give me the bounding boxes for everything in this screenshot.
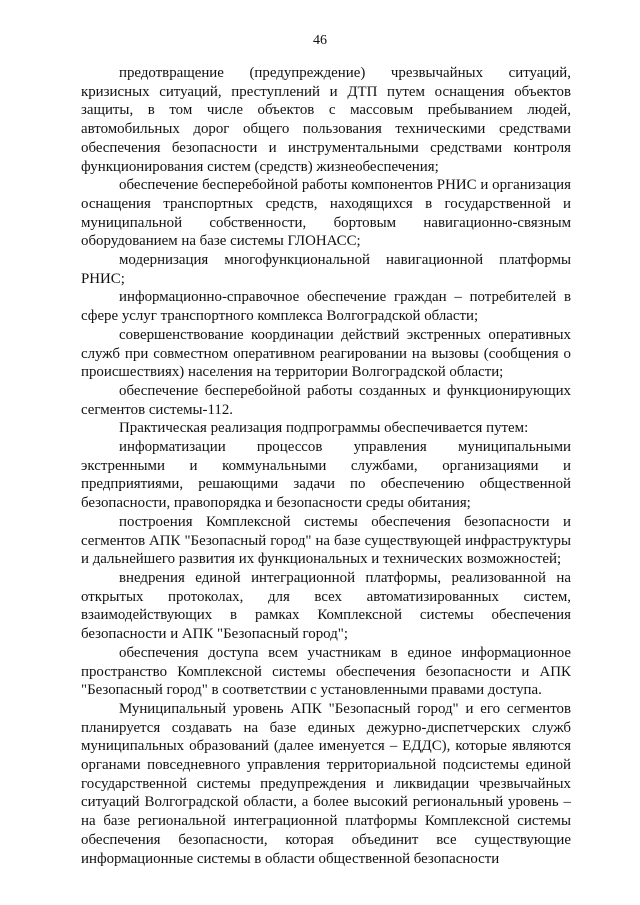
paragraph-info-support: информационно-справочное обеспечение граждан – потребителей в сфере услуг транспортного комплекса Волгоградской области; [81, 289, 571, 325]
paragraph-informatization: информатизации процессов управления муниципальными экстренными и коммунальными службами, организациями и предприятиями, решающими задачи по обеспечению общественной безопасности, правопорядка и безопасности среды обитания; [81, 439, 571, 512]
document-body [81, 64, 571, 868]
paragraph-integration-platform: внедрения единой интеграционной платформы, реализованной на открытых протоколах, для всех автоматизированных систем, взаимодействующих в рамках Комплексной системы обеспечения безопасности и АПК "Безопасный город"; [81, 569, 571, 643]
paragraph-emergency-prevention: предотвращение (предупреждение) чрезвычайных ситуаций, кризисных ситуаций, преступлений и ДТП путем оснащения объектов защиты, в том числе объектов с массовым пребыванием людей, автомобильных дорог общего пользования техническими средствами обеспечения безопасности и инструментальными средствами контроля функционирования систем (средств) жизнеобеспечения; [81, 65, 571, 175]
paragraph-system-112: обеспечение бесперебойной работы созданных и функционирующих сегментов системы-112. [81, 382, 571, 418]
paragraph-municipal-level: Муниципальный уровень АПК "Безопасный город" и его сегментов планируется создавать на базе единых дежурно-диспетчерских служб муниципальных образований (далее именуется – ЕДДС), которые являются органами повседневного управления территориальной подсистемы единой государственной системы предупреждения и ликвидации чрезвычайных ситуаций Волгоградской области, а более высокий региональный уровень – на базе региональной интеграционной платформы Комплексной системы обеспечения безопасности, которая объединит все существующие информационные системы в области общественной безопасности [81, 700, 571, 867]
paragraph-rnis-operation: обеспечение бесперебойной работы компонентов РНИС и организация оснащения транспортных средств, находящихся в государственной и муниципальной собственности, бортовым навигационно-связным оборудованием на базе системы ГЛОНАСС; [81, 177, 571, 250]
paragraph-complex-system: построения Комплексной системы обеспечения безопасности и сегментов АПК "Безопасный город" на базе существующей инфраструктуры и дальнейшего развития их функциональных и технических возможностей; [81, 513, 571, 568]
paragraph-coordination: совершенствование координации действий экстренных оперативных служб при совместном оперативном реагировании на вызовы (сообщения о происшествиях) населения на территории Волгоградской области; [81, 326, 571, 381]
paragraph-access: обеспечения доступа всем участникам в единое информационное пространство Комплексной системы обеспечения безопасности и АПК "Безопасный город" в соответствии с установленными правами доступа. [81, 644, 571, 699]
page-number: 46 [313, 33, 327, 48]
paragraph-rnis-modernization: модернизация многофункциональной навигационной платформы РНИС; [81, 252, 571, 287]
paragraph-implementation-intro: Практическая реализация подпрограммы обеспечивается путем: [119, 420, 529, 437]
